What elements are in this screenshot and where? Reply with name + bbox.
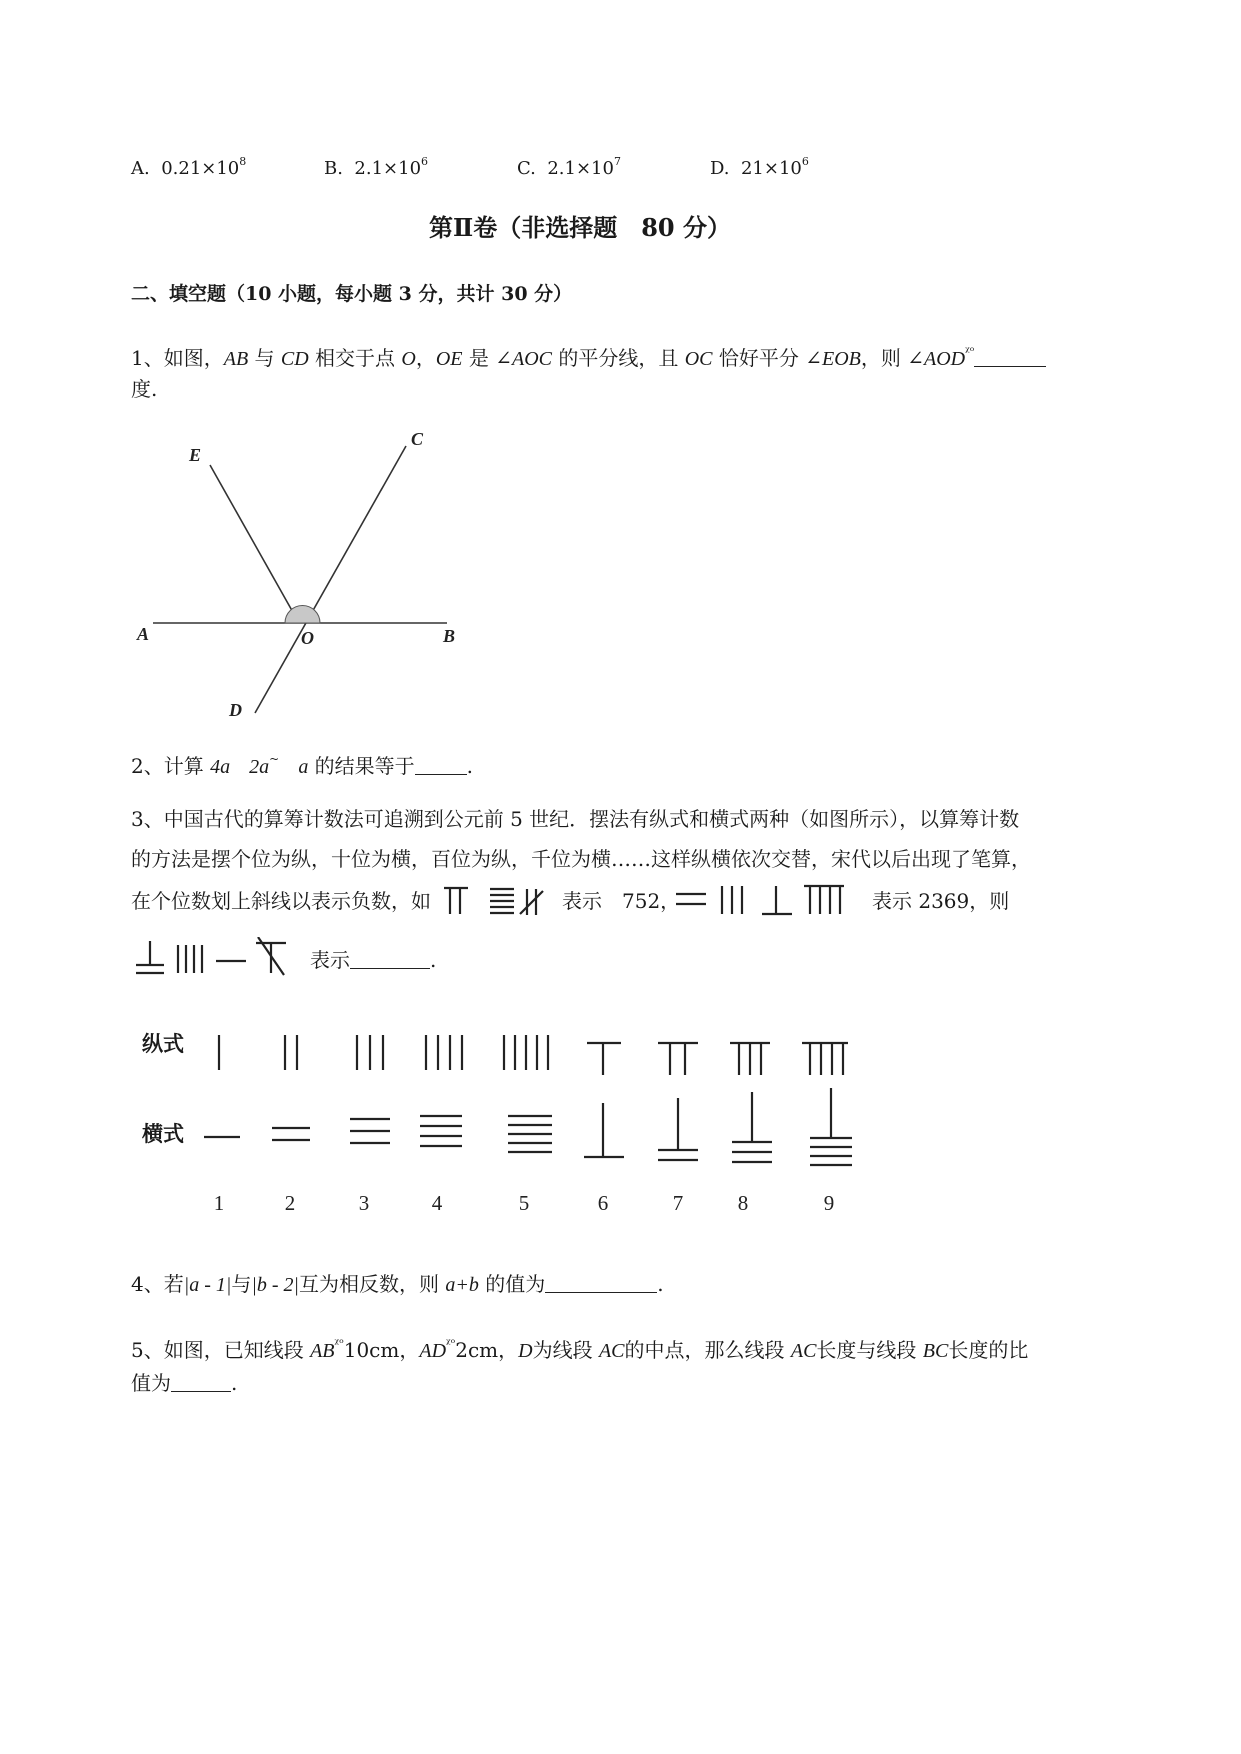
row-label-vertical: 纵式: [142, 1032, 184, 1056]
digit-label: 1: [213, 1191, 225, 1215]
part-heading: 二、填空题（10 小题，每小题 3 分，共计 30 分）: [131, 283, 573, 305]
label-a: A: [137, 624, 150, 644]
question-5: 5、如图，已知线段 $AB^{ᵡᵒ}10cm$，$AD^{ᵡᵒ}2cm$，D为线段 AC的中点，那么线段 AC长度与线段 BC长度的比: [131, 1336, 1029, 1362]
row-label-horizontal: 横式: [142, 1122, 184, 1146]
answer-blank[interactable]: [545, 1272, 657, 1293]
digit-label: 6: [597, 1191, 609, 1215]
option-b: B. $2.1\times 10^6$: [324, 155, 429, 179]
digit-label: 7: [672, 1191, 684, 1215]
digit-label: 8: [737, 1191, 749, 1215]
question-4: 4、若|a - 1|与|b - 2|互为相反数，则 a+b 的值为 .: [131, 1272, 664, 1296]
label-d: D: [229, 700, 242, 720]
rod-numeral-2369: [672, 880, 852, 922]
label-e: E: [189, 445, 202, 465]
answer-blank[interactable]: [974, 346, 1046, 367]
label-b: B: [443, 626, 456, 646]
answer-blank[interactable]: [171, 1371, 231, 1392]
section-title: 第Ⅱ卷（非选择题 80 分）: [429, 213, 731, 242]
label-c: C: [411, 429, 424, 449]
digit-label: 5: [518, 1191, 530, 1215]
question-3-line2: 的方法是摆个位为纵，十位为横，百位为纵，千位为横……这样纵横依次交替，宋代以后出现了笔算，: [131, 847, 1031, 871]
text-represents-752: 表示 752，: [562, 889, 681, 913]
rod-numeral-752: [440, 882, 550, 922]
question-3-line3: 在个位数划上斜线以表示负数，如: [131, 889, 431, 913]
line-cd: [255, 446, 406, 713]
text-represents-2369: 表示 2369，则: [872, 889, 1010, 913]
digit-label: 3: [358, 1191, 370, 1215]
angle-figure: [125, 420, 485, 725]
answer-blank[interactable]: [350, 948, 430, 969]
option-c: C. $2.1\times 10^7$: [517, 155, 621, 179]
question-3-line4: 表示 .: [310, 948, 437, 972]
label-o: O: [301, 628, 314, 648]
ray-oe: [210, 465, 299, 623]
option-d: D. $21\times 10^6$: [710, 155, 809, 179]
rod-numeral-table: [190, 1020, 870, 1220]
rod-numeral-negative: [132, 937, 297, 982]
digit-label: 9: [823, 1191, 835, 1215]
digit-label: 2: [284, 1191, 296, 1215]
answer-blank[interactable]: [415, 754, 467, 775]
question-1: 1、如图，AB 与 CD 相交于点 O，OE 是 ∠AOC 的平分线，且 OC 恰好平分 ∠EOB，则 $\angle AOD^{ᵡᵒ}$: [131, 337, 1046, 373]
question-3-line1: 3、中国古代的算筹计数法可追溯到公元前 5 世纪．摆法有纵式和横式两种（如图所示），以算筹计数: [131, 807, 1020, 831]
digit-label: 4: [431, 1191, 443, 1215]
question-1-line2: 度.: [131, 377, 158, 401]
question-2: 2、计算 4a 2a~ a 的结果等于 .: [131, 752, 474, 778]
option-a: A. $0.21\times 10^8$: [131, 155, 247, 179]
question-5-line2: 值为 .: [131, 1371, 238, 1395]
